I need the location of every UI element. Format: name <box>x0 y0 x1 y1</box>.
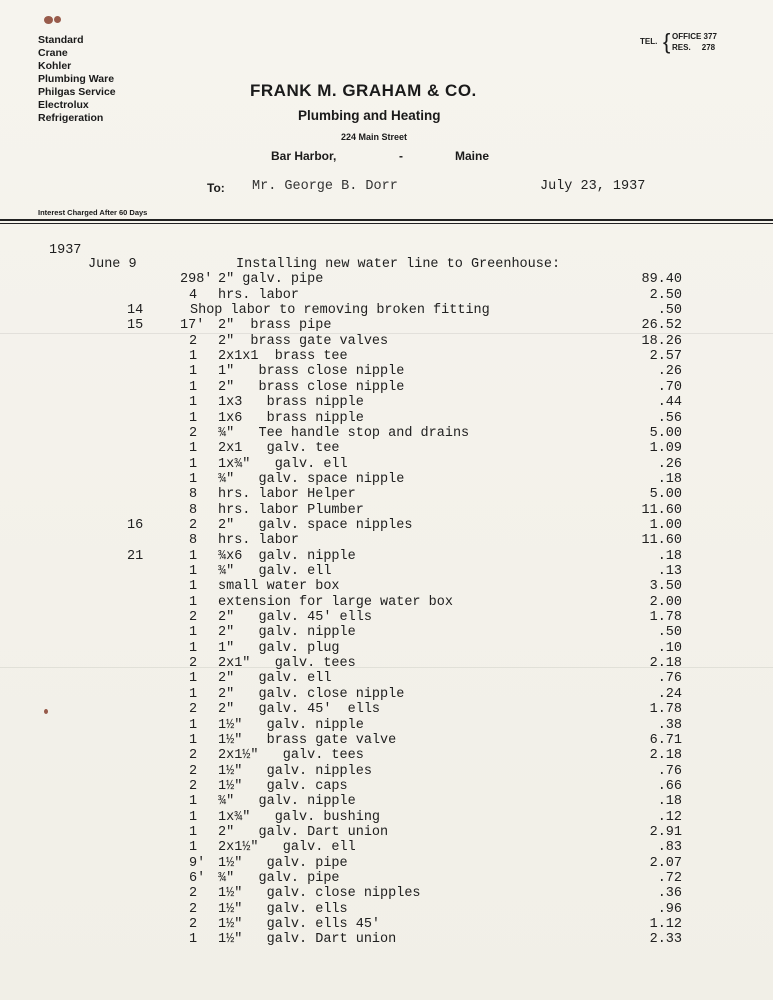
line-description: 1½" galv. nipple <box>218 717 364 733</box>
line-amount: .38 <box>657 717 682 733</box>
line-quantity: 1 <box>189 548 198 564</box>
line-description: 1½" galv. close nipples <box>218 886 421 902</box>
line-amount: .36 <box>657 886 682 902</box>
line-description: 2" galv. space nipples <box>218 517 413 533</box>
line-quantity: 2 <box>189 763 198 779</box>
brand-item: Crane <box>38 47 68 59</box>
line-description: extension for large water box <box>218 594 453 610</box>
line-description: 2" brass close nipple <box>218 379 405 395</box>
line-quantity: 1 <box>189 717 198 733</box>
line-description: Shop labor to removing broken fitting <box>190 303 490 319</box>
line-date: 15 <box>127 318 144 334</box>
line-amount: 5.00 <box>649 487 682 503</box>
line-amount: 2.00 <box>649 594 682 610</box>
line-amount: .13 <box>657 564 682 579</box>
line-amount: .24 <box>657 686 682 702</box>
line-description: 2" galv. ell <box>218 671 332 687</box>
ink-stain <box>54 16 61 23</box>
line-amount: .10 <box>657 640 682 656</box>
line-quantity: 1 <box>189 686 198 702</box>
line-description: 1½" galv. ells <box>218 901 348 917</box>
line-amount: 2.07 <box>649 855 682 871</box>
line-description: small water box <box>218 579 340 595</box>
brand-item: Plumbing Ware <box>38 73 115 85</box>
tel-office: OFFICE 377 <box>672 32 717 41</box>
line-description: 1½" galv. caps <box>218 778 348 794</box>
line-quantity: 1 <box>189 349 198 365</box>
line-amount: .26 <box>657 456 682 472</box>
line-quantity: 1 <box>189 840 198 856</box>
line-amount: .18 <box>657 471 682 487</box>
line-description: 1x¾" galv. bushing <box>218 809 381 825</box>
tel-label: TEL. <box>640 37 658 46</box>
line-quantity: 1 <box>189 594 198 610</box>
line-description: 1" brass close nipple <box>218 364 405 380</box>
line-amount: .50 <box>657 625 682 641</box>
line-amount: .56 <box>657 410 682 426</box>
line-amount: 2.50 <box>649 287 682 303</box>
line-quantity: 1 <box>189 824 198 840</box>
line-quantity: 1 <box>189 379 198 395</box>
line-description: hrs. labor Helper <box>218 487 356 503</box>
brand-list <box>38 34 116 125</box>
interest-note: Interest Charged After 60 Days <box>38 208 148 217</box>
line-amount: 2.91 <box>649 824 682 840</box>
line-amount: 26.52 <box>641 318 682 334</box>
line-quantity: 2 <box>189 610 198 626</box>
line-description: hrs. labor <box>218 287 300 303</box>
line-amount: .18 <box>657 548 682 564</box>
line-quantity: 1 <box>189 395 198 411</box>
line-amount: .70 <box>657 379 682 395</box>
line-description: 2x1x1 brass tee <box>218 349 348 365</box>
line-quantity: 1 <box>189 456 198 472</box>
line-amount: .44 <box>657 395 682 411</box>
line-description: hrs. labor Plumber <box>218 502 364 518</box>
brand-item: Kohler <box>38 60 72 72</box>
line-description: hrs. labor <box>218 533 300 549</box>
line-amount: 1.12 <box>649 917 682 933</box>
line-quantity: 2 <box>189 425 198 441</box>
line-description: 2" galv. 45' ells <box>218 610 372 626</box>
line-description: ¾" galv. nipple <box>218 794 356 810</box>
line-description: 2" galv. close nipple <box>218 686 405 702</box>
line-amount: 2.33 <box>649 932 682 948</box>
line-amount: 3.50 <box>649 579 682 595</box>
line-description: 2x1" galv. tees <box>218 656 356 672</box>
line-description: 2x1½" galv. ell <box>218 840 356 856</box>
line-quantity: 1 <box>189 809 198 825</box>
line-description: 1½" brass gate valve <box>218 732 397 748</box>
line-quantity: 1 <box>189 564 198 579</box>
line-quantity: 1 <box>189 625 198 641</box>
line-quantity: 2 <box>189 778 198 794</box>
line-description: ¾" galv. space nipple <box>218 471 405 487</box>
line-quantity: 8 <box>189 487 198 503</box>
city-separator: - <box>399 149 403 163</box>
line-quantity: 4 <box>189 287 198 303</box>
line-amount: 1.00 <box>649 517 682 533</box>
line-description: ¾x6 galv. nipple <box>218 548 356 564</box>
company-subtitle: Plumbing and Heating <box>298 108 441 123</box>
line-description: 1½" galv. ells 45' <box>218 917 381 933</box>
line-quantity: 2 <box>189 702 198 718</box>
line-quantity: 2 <box>189 656 198 672</box>
line-quantity: 1 <box>189 671 198 687</box>
line-amount: 89.40 <box>641 272 682 288</box>
line-quantity: 6' <box>189 871 206 886</box>
brand-item: Electrolux <box>38 99 89 111</box>
line-description: 1x¾" galv. ell <box>218 456 348 472</box>
line-description: 1½" galv. pipe <box>218 855 348 871</box>
line-amount: .50 <box>657 303 682 319</box>
to-label: To: <box>207 181 225 195</box>
street-address: 224 Main Street <box>341 132 408 142</box>
line-quantity: 1 <box>189 932 198 948</box>
line-amount: 18.26 <box>641 333 682 349</box>
line-quantity: 2 <box>189 901 198 917</box>
line-amount: .12 <box>657 809 682 825</box>
line-amount: 2.18 <box>649 656 682 672</box>
line-description: Installing new water line to Greenhouse: <box>236 257 561 272</box>
line-description: 2" brass gate valves <box>218 333 389 349</box>
line-description: 2" galv. pipe <box>218 272 324 288</box>
line-description: ¾" Tee handle stop and drains <box>218 425 470 441</box>
line-amount: .76 <box>657 763 682 779</box>
line-amount: .96 <box>657 901 682 917</box>
line-description: 1½" galv. Dart union <box>218 932 397 948</box>
line-date: 14 <box>127 303 144 319</box>
line-amount: .26 <box>657 364 682 380</box>
line-amount: 1.09 <box>649 441 682 457</box>
invoice-year: 1937 <box>49 243 82 258</box>
line-description: 1½" galv. nipples <box>218 763 372 779</box>
line-amount: 5.00 <box>649 425 682 441</box>
invoice-date: July 23, 1937 <box>540 179 646 194</box>
line-amount: .66 <box>657 778 682 794</box>
line-quantity: 2 <box>189 517 198 533</box>
line-description: ¾" galv. ell <box>218 564 332 579</box>
line-quantity: 1 <box>189 410 198 426</box>
line-description: 1" galv. plug <box>218 640 340 656</box>
tel-residence: RES. 278 <box>672 43 716 52</box>
line-amount: .83 <box>657 840 682 856</box>
line-quantity: 2 <box>189 886 198 902</box>
line-quantity: 8 <box>189 502 198 518</box>
line-description: 2" galv. nipple <box>218 625 356 641</box>
line-quantity: 9' <box>189 855 206 871</box>
line-amount: .72 <box>657 871 682 886</box>
line-quantity: 1 <box>189 579 198 595</box>
line-amount: 2.18 <box>649 748 682 764</box>
line-quantity: 2 <box>189 748 198 764</box>
brand-item: Philgas Service <box>38 86 116 98</box>
line-description: 1x6 brass nipple <box>218 410 364 426</box>
brand-item: Standard <box>38 34 84 46</box>
brace-icon: { <box>663 29 671 54</box>
city: Bar Harbor, <box>271 149 337 163</box>
line-quantity: 1 <box>189 732 198 748</box>
line-quantity: 17' <box>180 318 205 334</box>
line-amount: 6.71 <box>649 732 682 748</box>
line-amount: 1.78 <box>649 702 682 718</box>
ink-stain <box>44 16 53 24</box>
line-amount: 11.60 <box>641 502 682 518</box>
line-date: 21 <box>127 548 144 564</box>
line-date: 16 <box>127 517 144 533</box>
ink-stain <box>44 709 48 714</box>
company-name: FRANK M. GRAHAM & CO. <box>250 81 477 100</box>
line-quantity: 1 <box>189 364 198 380</box>
line-amount: .76 <box>657 671 682 687</box>
line-quantity: 1 <box>189 471 198 487</box>
line-amount: 2.57 <box>649 349 682 365</box>
line-quantity: 8 <box>189 533 198 549</box>
line-quantity: 1 <box>189 640 198 656</box>
line-amount: 1.78 <box>649 610 682 626</box>
line-description: ¾" galv. pipe <box>218 871 340 886</box>
state: Maine <box>455 149 490 163</box>
line-description: 2x1½" galv. tees <box>218 748 364 764</box>
line-quantity: 1 <box>189 794 198 810</box>
line-description: 2" galv. Dart union <box>218 824 389 840</box>
line-description: 2" galv. 45' ells <box>218 702 381 718</box>
line-quantity: 298' <box>180 272 213 288</box>
line-quantity: 2 <box>189 333 198 349</box>
recipient-name: Mr. George B. Dorr <box>252 179 398 194</box>
brand-item: Refrigeration <box>38 112 104 124</box>
line-quantity: 2 <box>189 917 198 933</box>
line-amount: .18 <box>657 794 682 810</box>
line-date: June 9 <box>88 257 137 272</box>
header-rule <box>0 219 773 221</box>
line-description: 1x3 brass nipple <box>218 395 364 411</box>
line-description: 2" brass pipe <box>218 318 332 334</box>
line-quantity: 1 <box>189 441 198 457</box>
line-amount: 11.60 <box>641 533 682 549</box>
header-rule <box>0 223 773 224</box>
line-description: 2x1 galv. tee <box>218 441 340 457</box>
